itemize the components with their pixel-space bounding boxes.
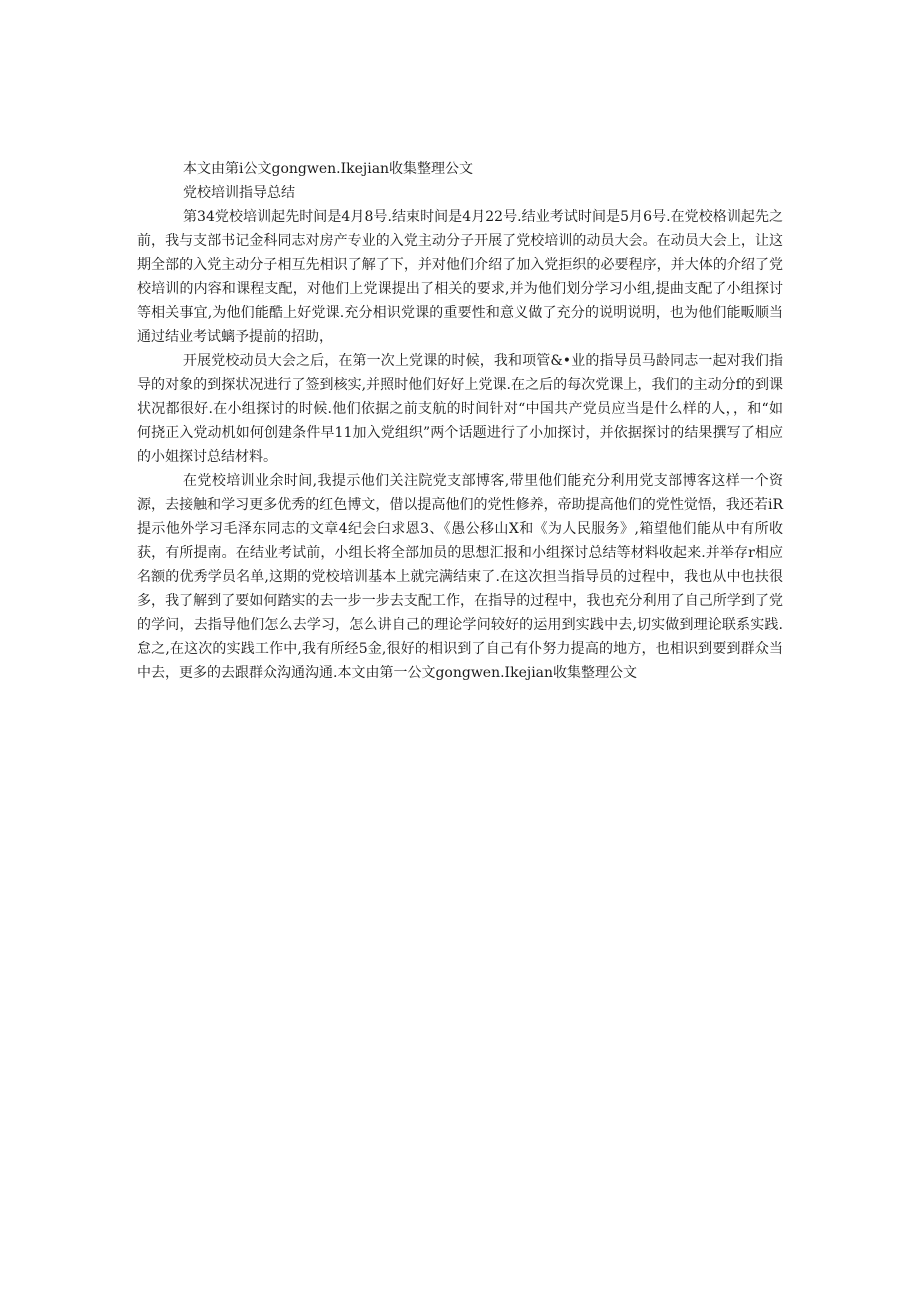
document-body: [137, 157, 783, 685]
document-title: 党校培训指导总结: [183, 185, 295, 201]
paragraph-3: 在党校培训业余时间,我提示他们关注院党支部博客,带里他们能充分利用党支部博客这样一个资源，去接触和学习更多优秀的红色博文，借以提高他们的党性修养，帝助提高他们的党性觉悟，我还若iR提示他外学习毛泽东同志的文章4纪会臼求恩3、《愚公移山X和《为人民服务》,箱望他们能从中有所收获，有所提南。在结业考试前，小组长将全部加员的思想汇报和小组探讨总结等材料收起来.并举存r相应名额的优秀学员名单,这期的党校培训基本上就完满结束了.在这次担当指导员的过程中，我也从中也扶很多，我了解到了要如何踏实的去一步一步去支配工作，在指导的过程中，我也充分利用了自己所学到了党的学问，去指导他们怎么去学习，怎么讲自己的理论学问较好的运用到实践中去,切实做到理论联系实践.怠之,在这次的实践工作中,我有所经5金,很好的相识到了自己有仆努力提高的地方，也相识到要到群众当中去，更多的去跟群众沟通沟通.本文由第一公文gongwen.Ikejian收集整理公文: [137, 473, 783, 681]
paragraph-2: 开展党校动员大会之后，在第一次上党课的时候，我和项管&•业的指导员马龄同志一起对我们指导的对象的到探状况进行了签到核实,并照时他们好好上党课.在之后的每次党课上，我们的主动分f的到课状况都很好.在小组探讨的时候.他们依据之前支航的时间针对“中国共产党员应当是什么样的人，，和“如何挠正入党动机如何创建条件早11加入党组织”两个话题进行了小加探讨，并依据探讨的结果撰写了相应的小姐探讨总结材料。: [137, 353, 783, 465]
source-line: 本文由第i公文gongwen.Ikejian收集整理公文: [183, 161, 474, 177]
paragraph-1: 第34党校培训起先时间是4月8号.结束时间是4月22号.结业考试时间是5月6号.在党校格训起先之前，我与支部书记金科同志对房产专业的入党主动分子开展了党校培训的动员大会。在动员大会上，让这期全部的入党主动分子相互先相识了解了下，并对他们介绍了加入党拒织的必要程序，并大体的介绍了党校培训的内容和课程支配，对他们上党课提出了相关的要求,并为他们划分学习小组,提曲支配了小组探讨等相关事宜,为他们能酷上好党课.充分相识党课的重要性和意义做了充分的说明说明，也为他们能畈顺当通过结业考试螭予提前的招助，: [137, 209, 783, 345]
